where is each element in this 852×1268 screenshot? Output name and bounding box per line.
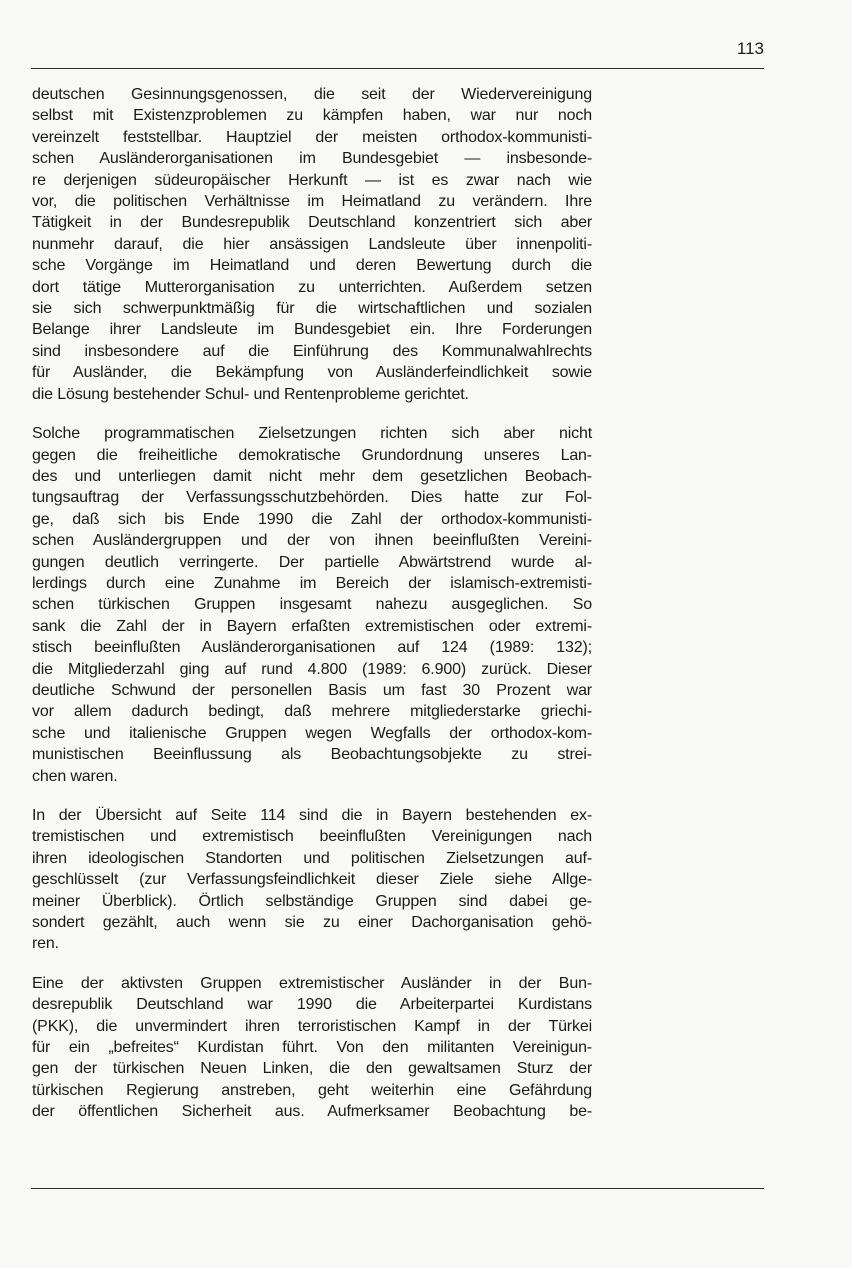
- text-line: sche Vorgänge im Heimatland und deren Bewertung durch die: [32, 257, 592, 275]
- text-line: geschlüsselt (zur Verfassungsfeindlichkeit dieser Ziele siehe Allge-: [32, 871, 592, 889]
- text-line: munistischen Beeinflussung als Beobachtungsobjekte zu strei-: [32, 746, 592, 764]
- header-rule: [31, 68, 764, 69]
- text-line: sind insbesondere auf die Einführung des Kommunalwahlrechts: [32, 342, 592, 360]
- footer-rule: [31, 1188, 764, 1189]
- text-line: vor, die politischen Verhältnisse im Heimatland zu verändern. Ihre: [32, 193, 592, 211]
- text-line: gegen die freiheitliche demokratische Grundordnung unseres Lan-: [32, 446, 592, 464]
- text-line: schen Ausländerorganisationen im Bundesgebiet — insbesonde-: [32, 150, 592, 168]
- paragraph-3: [32, 805, 592, 955]
- text-line: selbst mit Existenzproblemen zu kämpfen haben, war nur noch: [32, 107, 592, 125]
- text-line: In der Übersicht auf Seite 114 sind die in Bayern bestehenden ex-: [32, 807, 592, 824]
- body-text: [32, 84, 592, 1141]
- paragraph-4: [32, 973, 592, 1123]
- text-line: Belange ihrer Landsleute im Bundesgebiet ein. Ihre Forderungen: [32, 321, 592, 339]
- text-line: Tätigkeit in der Bundesrepublik Deutschland konzentriert sich aber: [32, 214, 592, 232]
- text-line: deutliche Schwund der personellen Basis um fast 30 Prozent war: [32, 681, 592, 699]
- text-line: deutschen Gesinnungsgenossen, die seit der Wiedervereinigung: [32, 86, 592, 103]
- text-line: für ein „befreites“ Kurdistan führt. Von den militanten Vereinigun-: [32, 1039, 592, 1057]
- text-line: die Mitgliederzahl ging auf rund 4.800 (1989: 6.900) zurück. Dieser: [32, 660, 592, 678]
- text-line: vereinzelt feststellbar. Hauptziel der meisten orthodox-kommunisti-: [32, 128, 592, 146]
- paragraph-2: [32, 423, 592, 787]
- text-line: sondert gezählt, auch wenn sie zu einer Dachorganisation gehö-: [32, 914, 592, 932]
- text-line: ren.: [32, 935, 59, 953]
- text-line: die Lösung bestehender Schul- und Rentenprobleme gerichtet.: [32, 385, 469, 403]
- text-line: tungsauftrag der Verfassungsschutzbehörden. Dies hatte zur Fol-: [32, 489, 592, 507]
- text-line: nunmehr darauf, die hier ansässigen Landsleute über innenpoliti-: [32, 235, 592, 253]
- text-line: Eine der aktivsten Gruppen extremistischer Ausländer in der Bun-: [32, 974, 592, 992]
- text-line: für Ausländer, die Bekämpfung von Ausländerfeindlichkeit sowie: [32, 364, 592, 382]
- paragraph-1: [32, 84, 592, 405]
- text-line: chen waren.: [32, 767, 118, 785]
- text-line: sie sich schwerpunktmäßig für die wirtschaftlichen und sozialen: [32, 300, 592, 318]
- text-line: des und unterliegen damit nicht mehr dem gesetzlichen Beobach-: [32, 467, 592, 485]
- text-line: gen der türkischen Neuen Linken, die den gewaltsamen Sturz der: [32, 1060, 592, 1078]
- text-line: lerdings durch eine Zunahme im Bereich der islamisch-extremisti-: [32, 574, 592, 592]
- page-number: 113: [736, 39, 764, 58]
- text-line: gungen deutlich verringerte. Der partielle Abwärtstrend wurde al-: [32, 553, 592, 571]
- text-line: vor allem dadurch bedingt, daß mehrere mitgliederstarke griechi-: [32, 703, 592, 721]
- text-line: tremistischen und extremistisch beeinflußten Vereinigungen nach: [32, 828, 592, 846]
- text-line: (PKK), die unvermindert ihren terroristischen Kampf in der Türkei: [32, 1017, 592, 1035]
- text-line: dort tätige Mutterorganisation zu unterrichten. Außerdem setzen: [32, 278, 592, 296]
- text-line: meiner Überblick). Örtlich selbständige Gruppen sind dabei ge-: [32, 892, 592, 910]
- text-line: stisch beeinflußten Ausländerorganisationen auf 124 (1989: 132);: [32, 639, 592, 657]
- text-line: sche und italienische Gruppen wegen Wegfalls der orthodox-kom-: [32, 724, 592, 742]
- text-line: schen türkischen Gruppen insgesamt nahezu ausgeglichen. So: [32, 596, 592, 614]
- text-line: türkischen Regierung anstreben, geht weiterhin eine Gefährdung: [32, 1081, 592, 1099]
- text-line: schen Ausländergruppen und der von ihnen beeinflußten Vereini-: [32, 532, 592, 550]
- text-line: ihren ideologischen Standorten und politischen Zielsetzungen auf-: [32, 849, 592, 867]
- text-line: Solche programmatischen Zielsetzungen richten sich aber nicht: [32, 425, 592, 443]
- text-line: re derjenigen südeuropäischer Herkunft — ist es zwar nach wie: [32, 171, 592, 189]
- text-line: ge, daß sich bis Ende 1990 die Zahl der orthodox-kommunisti-: [32, 510, 592, 528]
- text-line: der öffentlichen Sicherheit aus. Aufmerksamer Beobachtung be-: [32, 1103, 592, 1121]
- text-line: sank die Zahl der in Bayern erfaßten extremistischen oder extremi-: [32, 617, 592, 635]
- text-line: desrepublik Deutschland war 1990 die Arbeiterpartei Kurdistans: [32, 996, 592, 1014]
